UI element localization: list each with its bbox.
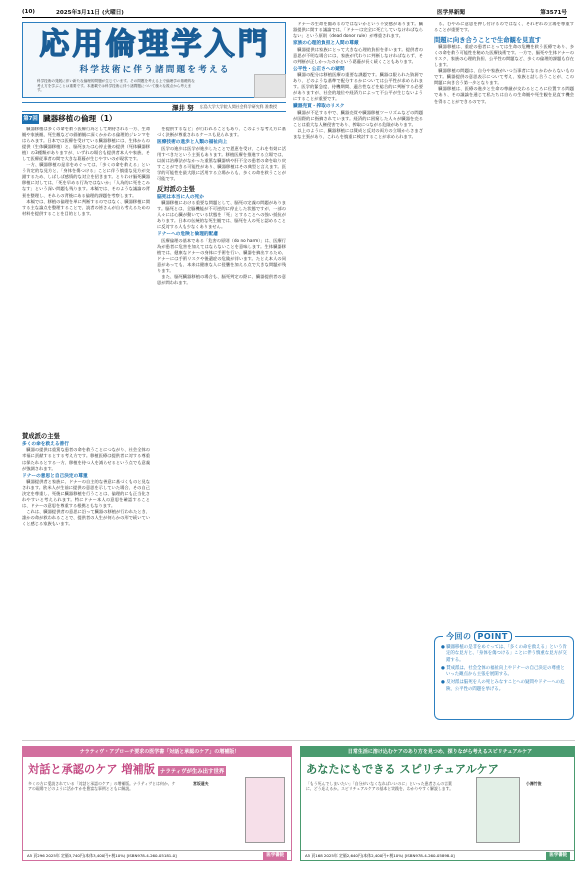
article-title: 臓器移植の倫理（1） [43, 114, 117, 123]
ad-left-footer [23, 850, 291, 860]
series-lead: 科学技術の発展に伴い新たな倫理的問題が生じています。その問題を考える上で倫理学の基礎的な考え方を学ぶことは重要です。本連載では科学技術に伴う諸問題について様々な視点から考えます。 [37, 79, 195, 93]
point-item: ● 反対派は脳死を人の死とみなすことへの疑問やドナーへの危険、公平性の問題を挙げる。 [441, 680, 565, 692]
ad-left-publisher: 医学書院 [263, 852, 287, 860]
ad-left-author: 宮坂道夫 [193, 781, 209, 786]
subheading: 家族の心理的負担と人間の尊厳 [293, 41, 359, 47]
ad-right-footer [301, 850, 574, 860]
article-column-1 [22, 127, 150, 427]
author-name: 澤井 努 [172, 103, 194, 112]
paragraph: 以上のように、臓器移植には賛成と反対の両方の立場からさまざまな主張があり、これらを慎重に検討することが求められます。 [293, 128, 423, 140]
newspaper-name: 医学界新聞 [437, 9, 465, 16]
paragraph: 臓器が不足する中で、臓器売買や臓器移植ツーリズムなどの問題が国際的に指摘されています。経済的に困窮した人々が臓器を売ることは重大な人権侵害であり、搾取につながる危険があります。 [293, 110, 423, 128]
paragraph: 臓器移植は、重症の患者にとっては生命の危機を救う医療であり、多くの命を救う可能性を秘めた医療技術です。一方で、脳死や生体ドナーのリスク、家族の心理的負担、公平性の問題など、多くの倫理的課題も存在します。 [434, 45, 574, 69]
paragraph: また、脳死臓器移植の場合も、脳死判定の際に、臓器提供者の意思が問われます。 [157, 275, 286, 287]
page-header [22, 6, 567, 18]
ad-left[interactable] [22, 746, 292, 861]
issue-number: 第3571号 [540, 9, 567, 16]
ad-right-band: 日常生活に溶け込むケアのあり方を見つめ、探りながら考えるスピリチュアルケア [301, 747, 574, 757]
ad-left-price: A5 頁296 2025年 定価3,740円(本体3,400円+税10%) [ISBN978-4-260-05181-0] [27, 853, 177, 858]
point-list [441, 645, 569, 695]
article-column-2 [157, 127, 286, 735]
subheading: ドナーの意思と自己決定の尊重 [22, 473, 88, 479]
point-label: 今回の [446, 632, 472, 641]
paragraph: 臓器移植は、医療の進歩と生命の尊厳が交わるところに位置する問題であり、その議論を通じて私たちは自らの生命観や死生観を見直す機会を得ることができるのです。 [434, 87, 574, 105]
ad-right-publisher: 医学書院 [546, 852, 570, 860]
article-heading [22, 113, 286, 124]
paragraph: 臓器提供者と家族に、ドナーの自主的な善意に基づくものと見なされます。欧米人が生前に提供の意思を示していた場合、その自己決定を尊重し、死後に臓器移植を行うことは、倫理的にも正当化されやすいと考えられます。特にドナー本人の意思を確認することは、ドナーの意思を尊重する根拠ともなります。 [22, 480, 150, 510]
ad-left-book-cover [245, 777, 285, 843]
section-heading: 問題に向き合うことで生命観を見直す [434, 37, 542, 45]
subheading: 脳死は本当に人の死か [157, 194, 204, 200]
paragraph: る。むやみに意思を押し付けるのではなく、それぞれの立場を尊重することが重要です。 [434, 22, 574, 34]
point-item: ● 臓器移植の是非をめぐっては、「多くの命を救える」という肯定的な見方と、「身体を傷つける」ことに伴う慎重な見方が交錯する。 [441, 645, 567, 663]
subheading: 臓器売買・搾取のリスク [293, 104, 345, 110]
paragraph: ドナーの生命を縮めるのではないかという不安感があります。臓器提供に関する議論では、「ドナーは完全に死亡していなければならない」という原則（dead donor rule）が尊重されます。 [293, 22, 423, 40]
author-photo [254, 74, 286, 98]
article-column-4 [434, 22, 574, 628]
subheading: 公平性・公正さへの疑問 [293, 66, 345, 72]
point-item: ● 賛成派は、社会全体の福祉向上やドナーの自己決定の尊重といった観点から主張を展開する。 [441, 665, 565, 678]
paragraph: 医療倫理の基本である「危害の原則（do no harm）」は、医療行為が患者に危害を加えてはならないことを意味します。生体臓器移植では、健康なドナーの身体に手術を行い、臓器を摘出するため、ドナーには手術リスクや後遺症の危険が伴います。たとえ本人の同意があっても、本来は健康な人に侵襲を加える点で大きな問題が残ります。 [157, 238, 286, 275]
series-title: 応用倫理学入門 [39, 27, 271, 62]
paragraph: これは、臓器提供者の意思に沿って臓器の移植が行われたとき、誰かの命が救われることで、提供者の人生が何らかの形で続いていくと感じる家族もいます。 [22, 510, 150, 528]
ad-right-book-cover [476, 777, 520, 843]
paragraph: を提供するなど」が行われることもあり、このような考え方に基づく決断が尊重されるケースも見られます。 [157, 127, 286, 139]
ad-right-author: 小澤竹俊 [526, 781, 542, 786]
ad-right-price: A5 頁168 2025年 定価2,640円(本体2,400円+税10%) [ISBN978-4-260-05898-0] [305, 853, 455, 858]
issue-date: 2025年3月11日 (火曜日) [56, 9, 124, 16]
paragraph: 臓器提供は家族にとって大きな心理的負担を伴います。提供者の意思が不明な場合には、家族が代わりに判断しなければならず、その判断が正しかったのかという葛藤が長く続くこともあります。 [293, 47, 423, 65]
paragraph: 本稿では、移植の倫理を単に判断するのではなく、臓器移植に関する主な論点を整理することで、読者の皆さんが自ら考えるための材料を提供することを目的とします。 [22, 199, 150, 217]
ad-right-title: あなたにもできる スピリチュアルケア [306, 763, 499, 776]
paragraph: 一方、臓器移植の是非をめぐっては、「多くの命を救える」という肯定的な見方と、「身体を傷つける」ことに伴う慎重な見方が交錯するため、しばしば感情的な対立を招きます。とりわけ脳死臓器移植に対しては、「死を早める行為ではないか」「人為的に死をこみなす」という深い問題も残ります。本稿では、そのような議論の背景を整理し、それらの背後にある倫理的課題を考察します。 [22, 163, 150, 199]
point-box [434, 632, 574, 720]
point-title [443, 631, 515, 642]
ad-left-subtitle: ナラティヴが生み出す世界 [158, 766, 226, 776]
section-heading: 賛成派の主張 [22, 433, 60, 440]
series-subtitle: 科学技術に伴う諸問題を考える [79, 65, 231, 75]
ad-divider [22, 740, 575, 741]
ad-left-text: 多くの方に愛読されている「対話と承認のケア」の増補版。ナラティヴとは何か、ケアの現場でどのように活かすかを豊富な事例とともに解説。 [28, 781, 176, 792]
point-word: POINT [474, 631, 512, 642]
ad-right[interactable] [300, 746, 575, 861]
ad-left-title: 対話と承認のケア 増補版 [28, 763, 155, 776]
article-column-3 [293, 22, 423, 735]
ad-right-title-row [301, 757, 574, 777]
paragraph: 臓器の配分は移植医療の重要な課題です。臓器は限られた資源であり、どのような基準で配分するかについては公平性が求められます。医学的緊急度、待機期間、適合性などを総合的に判断する必要がありますが、社会的地位や経済力によって不公平が生じないようにすることが重要です。 [293, 73, 423, 103]
ad-right-text: 「もう死んでしまいたい」「自分がいなくなればいいのに」といった患者さんの言葉に、どう応えるか。スピリチュアルケアの基本と実践を、わかりやすく解説します。 [306, 781, 454, 792]
paragraph: 臓器の提供は重篤な患者の命を救うことにつながり、社会全体の幸福に貢献するとする考え方です。移植医療は提供者に対する尊重は保たれるとする一方、移植を待つ人を減らせるという点でも意義が強調されます。 [22, 448, 150, 472]
page-number: (10) [22, 8, 35, 15]
subheading: 医療技術の進歩と人類の福祉向上 [157, 140, 228, 146]
paragraph: 臓器移植における重要な問題として、脳死の定義の問題があります。脳死とは、全脳機能が不可逆的に停止した状態ですが、一部の人々には心臓が動いている状態を「死」とすることへの強い抵抗があります。日本の伝統的な死生観では、脳死を人の死と認めることに反対する人も少なくありません。 [157, 201, 286, 231]
paragraph: 医学の進歩は医学が進歩したことで恩恵を受け、これを有効に活用すべきだという主張もあります。移植医療を推進する立場では、以前は治療法がなかった重篤な臓器病や肝不全の患者の命を取り戻すことができる可能性があり、臓器移植はその典型と言えます。医学的可能性を最大限に活用する立場からも、多くの命を救うことが可能です。 [157, 146, 286, 182]
ad-left-band: ナラティヴ・アプローチ要求の医学書「対話と承認のケア」の増補版！ [23, 747, 291, 757]
author-affiliation: 広島大学大学院人間社会科学研究科 准教授 [199, 104, 278, 109]
ad-left-title-row [23, 757, 291, 777]
paragraph: 臓器移植の問題は、自分や家族がいつ当事者になるかわからないものです。臓器提供の意思表示について考え、家族と話し合うことが、この問題に向き合う第一歩となります。 [434, 69, 574, 87]
article-column-1b [22, 430, 150, 735]
author-bar [22, 102, 286, 112]
series-title-box [22, 22, 286, 98]
section-heading: 反対派の主張 [157, 185, 195, 193]
article-number: 第7回 [23, 115, 38, 122]
subheading: ドナーへの危険と倫理的配慮 [157, 232, 218, 238]
paragraph: 臓器移植は多くの命を救う医療行為として期待される一方、生命観や家族観、死生観などの価値観に深くかかわる倫理的ジレンマをはらみます。日本では医療を受けている臓器移植には、生体からの提供（生体臓器移植）と、脳死または心停止後の提供（死体臓器移植）の3種類がありますが、いずれの場合も提供者本人や家族、そして医療従事者の間で大きな葛藤が生じやすいのが現状です。 [22, 127, 150, 163]
subheading: 多くの命を救える善行 [22, 442, 69, 447]
